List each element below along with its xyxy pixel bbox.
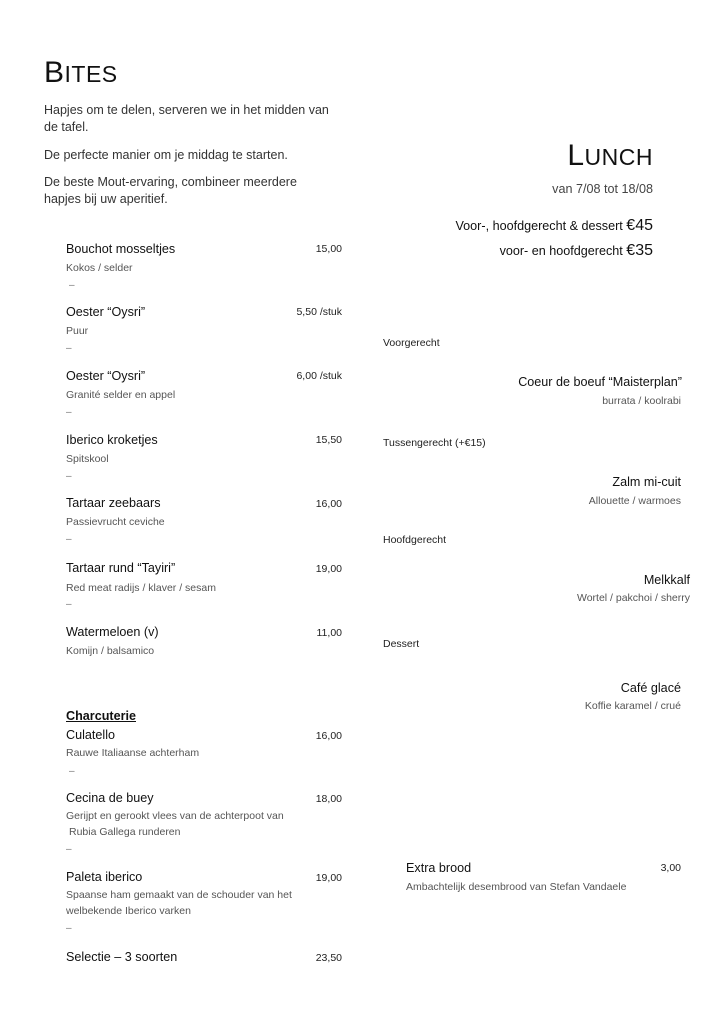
menu-item [66,561,342,611]
item-desc-line-2: welbekende Iberico varken [66,905,191,917]
item-dash: – [66,407,72,418]
item-name: Tartaar zeebaars [66,496,161,510]
course-label: Tussengerecht (+€15) [383,437,486,449]
item-price: 19,00 [315,872,342,884]
item-desc: Rauwe Italiaanse achterham [66,747,200,759]
extra-name: Extra brood [406,861,472,875]
menu-item [66,305,342,355]
item-dash: – [66,599,72,610]
dish-desc: Koffie karamel / crué [584,700,681,712]
dish-desc: Allouette / warmoes [588,495,681,507]
item-dash: – [66,534,72,545]
dish-desc: Wortel / pakchoi / sherry [576,592,690,604]
item-price: 11,00 [316,627,342,639]
item-desc: Gerijpt en gerookt vlees van de achterpoot van [66,810,284,822]
extra-item [406,861,681,897]
dish-name: Melkkalf [643,573,690,587]
item-desc: Passievrucht ceviche [66,516,165,528]
menu-item [66,242,342,292]
menu-item [66,791,342,857]
menu-item [66,433,342,483]
menu-item [66,950,342,970]
deal-price: €45 [626,217,653,234]
item-price: 23,50 [315,952,342,964]
deal-label: Voor-, hoofdgerecht & dessert [455,219,623,233]
item-price: 18,00 [315,793,342,805]
item-name: Watermeloen (v) [66,625,159,639]
item-desc: Granité selder en appel [66,389,176,401]
item-name: Cecina de buey [66,791,154,805]
item-desc-line-2: Rubia Gallega runderen [69,826,181,838]
item-dash: – [66,923,72,934]
item-desc: Komijn / balsamico [66,645,155,657]
lunch-dates: van 7/08 tot 18/08 [552,182,653,196]
menu-item [66,870,342,936]
item-price: 19,00 [315,563,342,575]
deal-price: €35 [626,242,653,259]
course-label: Voorgerecht [383,337,440,349]
item-desc: Puur [66,325,89,337]
item-dash: – [66,343,72,354]
dish-desc: burrata / koolrabi [602,395,681,407]
dish-name: Zalm mi-cuit [612,475,681,489]
item-price: 15,00 [315,243,342,255]
lunch-title: LUNCH [567,139,653,172]
item-price: 5,50 /stuk [296,306,342,318]
charcuterie-heading: Charcuterie [66,709,136,723]
item-price: 15,50 [315,434,342,446]
item-dash: – [66,844,72,855]
extra-desc: Ambachtelijk desembrood van Stefan Vandaele [406,881,627,893]
item-name: Tartaar rund “Tayiri” [66,561,176,575]
item-name: Bouchot mosseltjes [66,242,176,256]
item-dash: – [66,471,72,482]
item-price: 16,00 [315,730,342,742]
bites-intro-2: De perfecte manier om je middag te starten. [44,148,288,162]
item-name: Selectie – 3 soorten [66,950,178,964]
menu-item [66,496,342,546]
item-price: 6,00 /stuk [296,370,342,382]
menu-item [66,625,342,661]
bites-title: BITES [44,56,118,89]
item-dash: – [69,280,75,291]
item-desc: Spitskool [66,453,109,465]
course-label: Dessert [383,638,420,650]
item-name: Culatello [66,728,116,742]
lunch-deal [455,217,653,235]
item-name: Oester “Oysri” [66,369,146,383]
dish-name: Coeur de boeuf “Maisterplan” [518,375,682,389]
item-dash: – [69,766,75,777]
item-price: 16,00 [315,498,342,510]
bites-intro-1: Hapjes om te delen, serveren we in het midden van de tafel. [44,103,329,134]
item-name: Oester “Oysri” [66,305,146,319]
bites-intro-3: De beste Mout-ervaring, combineer meerdere hapjes bij uw aperitief. [44,175,297,206]
item-name: Paleta iberico [66,870,143,884]
item-desc: Kokos / selder [66,262,133,274]
dish-name: Café glacé [620,681,681,695]
item-desc: Red meat radijs / klaver / sesam [66,582,216,594]
deal-label: voor- en hoofdgerecht [499,244,623,258]
course-label: Hoofdgerecht [383,534,447,546]
item-name: Iberico kroketjes [66,433,158,447]
item-desc: Spaanse ham gemaakt van de schouder van het [66,889,292,901]
menu-item [66,369,342,419]
extra-price: 3,00 [660,862,681,874]
lunch-deal [500,242,653,260]
menu-item [66,728,342,780]
